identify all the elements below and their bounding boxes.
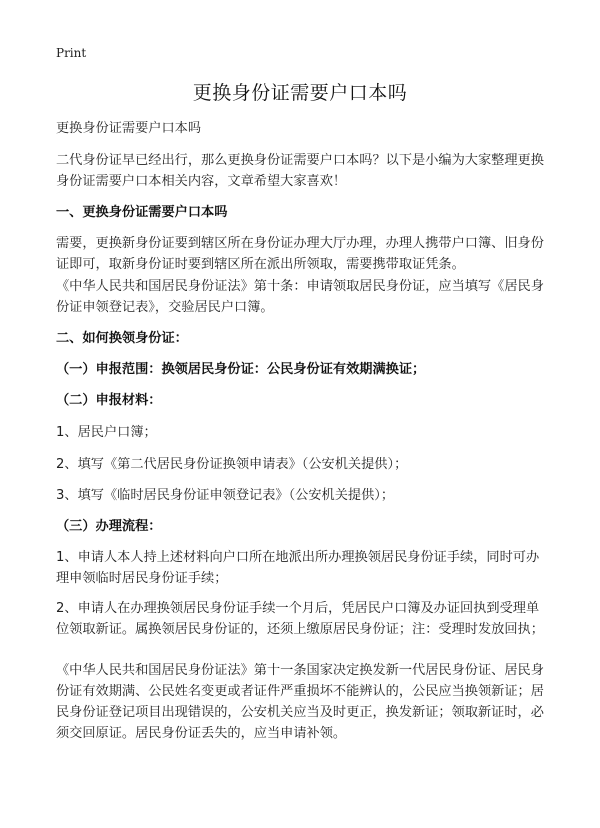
law-paragraph: 《中华人民共和国居民身份证法》第十一条国家决定换发新一代居民身份证、居民身份证有效期满、公民姓名变更或者证件严重损坏不能辨认的，公民应当换领新证；居民身份证登记项目出现错误的，公安机关应当及时更正，换发新证；领取新证时，必须交回原证。居民身份证丢失的，应当申请补领。 [56, 663, 544, 741]
section1-paragraph-1: 需要，更换新身份证要到辖区所在身份证办理大厅办理，办理人携带户口簿、旧身份证即可，取新身份证时要到辖区所在派出所领取，需要携带取证凭条。 [56, 236, 544, 272]
section1-heading: 一、更换身份证需要户口本吗 [56, 205, 228, 220]
section1-paragraph-2: 《中华人民共和国居民身份证法》第十条：申请领取居民身份证，应当填写《居民身份证申领登记表》，交验居民户口簿。 [56, 279, 544, 315]
material-item-1: 1、居民户口簿； [56, 425, 157, 440]
sub2-heading: （二）申报材料： [56, 393, 162, 408]
sub1-heading: （一）申报范围：换领居民身份证：公民身份证有效期满换证； [56, 362, 426, 377]
subtitle: 更换身份证需要户口本吗 [56, 121, 202, 136]
material-item-3: 3、填写《临时居民身份证申领登记表》（公安机关提供）； [56, 488, 395, 503]
process-step-1: 1、申请人本人持上述材料向户口所在地派出所办理换领居民身份证手续，同时可办理申领临时居民身份证手续； [56, 550, 540, 586]
print-link[interactable]: Print [56, 46, 87, 60]
material-item-2: 2、填写《第二代居民身份证换领申请表》（公安机关提供）； [56, 457, 408, 472]
process-step-2: 2、申请人在办理换领居民身份证手续一个月后，凭居民户口簿及办证回执到受理单位领取新证。属换领居民身份证的，还须上缴原居民身份证；注：受理时发放回执； [56, 601, 544, 637]
section2-heading: 二、如何换领身份证： [56, 331, 188, 346]
intro-paragraph: 二代身份证早已经出行，那么更换身份证需要户口本吗？以下是小编为大家整理更换身份证需要户口本相关内容，文章希望大家喜欢！ [56, 153, 544, 189]
sub3-heading: （三）办理流程： [56, 519, 162, 534]
page-title: 更换身份证需要户口本吗 [192, 82, 408, 104]
